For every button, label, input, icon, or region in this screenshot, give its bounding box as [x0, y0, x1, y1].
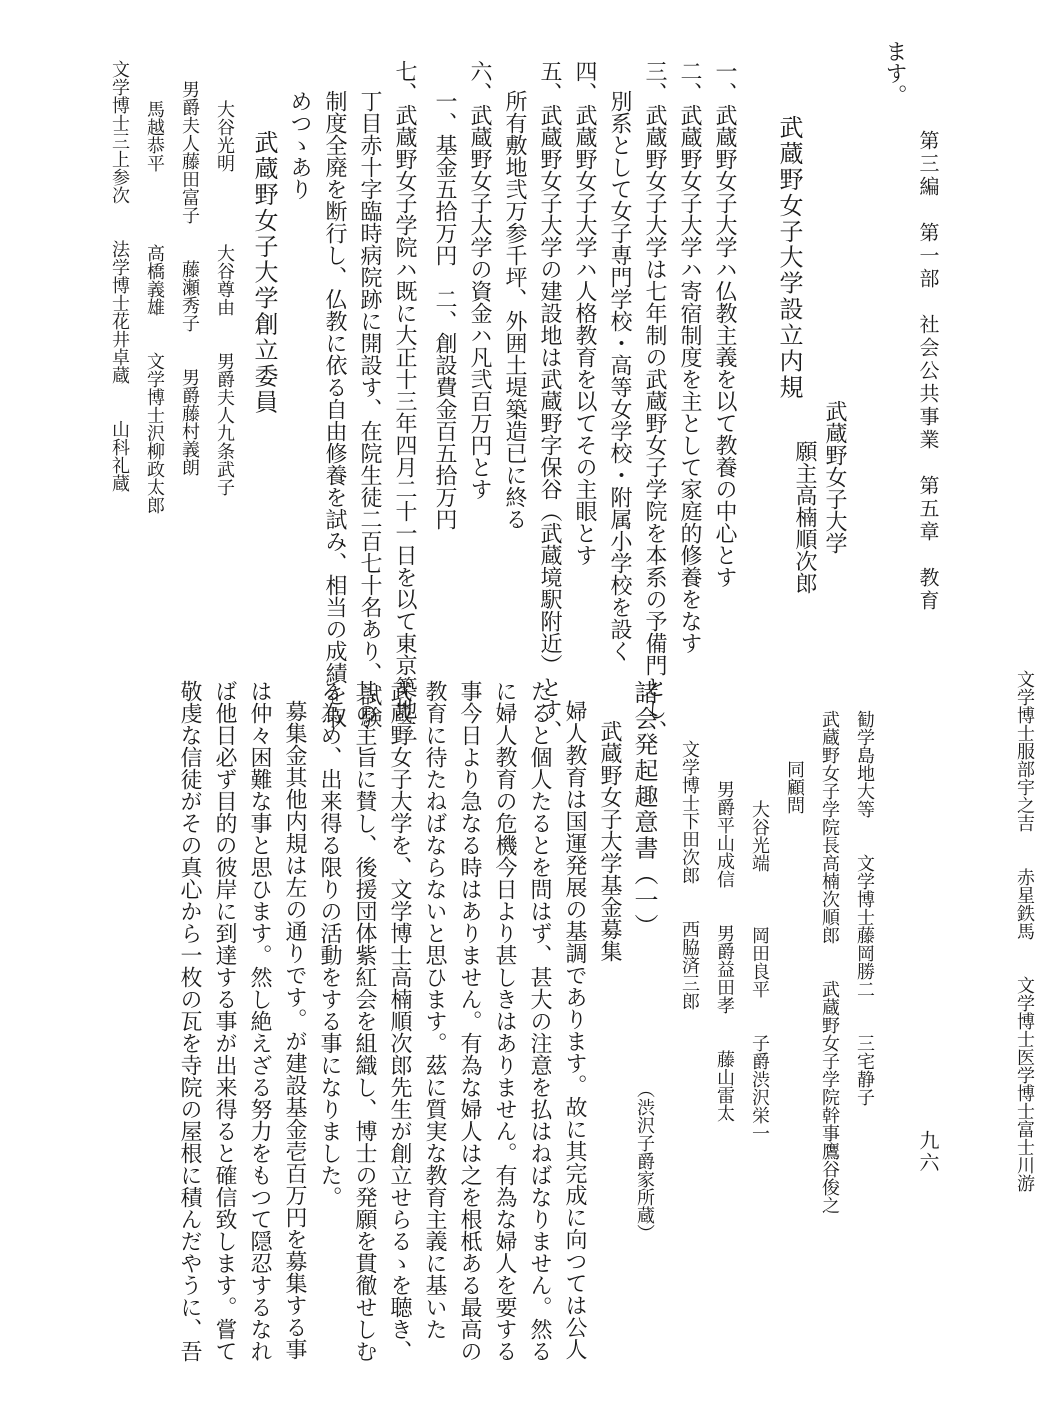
paragraph-line: 事今日より急なる時はありません。有為な婦人は之を根柢ある最高の	[457, 680, 482, 1362]
paragraph-line: 其の主旨に賛し、後援団体紫紅会を組織し、博士の発願を貫徹せしむ	[352, 680, 377, 1362]
patron-column: 勧学島地大等 文学博士藤岡勝二 三宅静子	[854, 710, 875, 1106]
rule-item: 六、武蔵野女子大学の資金ハ凡弐百万円とす	[467, 60, 492, 500]
rule-item: めつゝあり	[287, 90, 312, 200]
rule-item: 四、武蔵野女子大学ハ人格教育を以てその主眼とす	[572, 60, 597, 566]
committee-members: 文学博士三上参次 法学博士花井卓蔵 山科礼蔵	[109, 60, 130, 492]
rule-item: 二、武蔵野女子大学ハ寄宿制度を主として家庭的修養をなす	[677, 60, 702, 654]
paragraph-line: ば他日必ず目的の彼岸に到達する事が出来得ると確信致します。嘗て	[212, 680, 237, 1362]
paragraph-line: る為め、出来得る限りの活動をする事になりました。	[317, 680, 342, 1208]
patron-column: 文学博士服部宇之吉 赤星鉄馬 文学博士医学博士富士川游	[1014, 670, 1035, 1192]
rule-item: 一、基金五拾万円 二、創設費金百五拾万円	[432, 90, 457, 530]
continued-line: ます。	[882, 40, 907, 106]
paragraph-line: 敬虔な信徒がその真心から一枚の瓦を寺院の屋根に積んだやうに、吾	[177, 680, 202, 1362]
paragraph-line: に婦人教育の危機今日より甚しきはありません。有為な婦人を要する	[492, 680, 517, 1362]
committee-members: 馬越恭平 高橋義雄 文学博士沢柳政太郎	[144, 100, 165, 514]
rule-item: 五、武蔵野女子大学の建設地は武蔵野字保谷（武蔵境駅附近）とす、	[537, 60, 562, 742]
committee-title: 武蔵野女子大学創立委員	[250, 130, 278, 416]
rule-item: 一、武蔵野女子大学ハ仏教主義を以て教養の中心とす	[712, 60, 737, 588]
committee-members: 大谷光明 大谷尊由 男爵夫人九条武子	[214, 100, 235, 496]
paragraph-line: 婦人教育は国運発展の基調であります。故に其完成に向つては公人	[562, 700, 587, 1360]
paragraph-line: 教育に待たねばならないと思ひます。茲に質実な教育主義に基いた	[422, 680, 447, 1340]
bottom-section	[70, 680, 910, 1362]
paragraph-line: 募集金其他内規は左の通りです。が建設基金壱百万円を募集する事	[282, 700, 307, 1360]
rules-title: 武蔵野女子大学設立内規	[775, 115, 803, 401]
page-number: 九六	[916, 1130, 940, 1174]
patron-column: 大谷光端 岡田良平 子爵渋沢栄一	[749, 800, 770, 1142]
founder-org: 武蔵野女子大学	[822, 400, 847, 554]
rule-item: 所有敷地弐万参千坪、外囲土堤築造已に終る	[502, 90, 527, 530]
paragraph-line: は仲々困難な事と思ひます。然し絶えざる努力をもつて隠忍するなれ	[247, 680, 272, 1362]
running-header: 第三編 第一部 社会公共事業 第五章 教育	[916, 130, 940, 613]
committee-members: 男爵夫人藤田富子 藤瀬秀子 男爵藤村義朗	[179, 80, 200, 476]
patron-column: 同顧問	[784, 760, 805, 814]
patron-column: 男爵平山成信 男爵益田孝 藤山雷太	[714, 780, 735, 1122]
rule-item: 制度全廃を断行し、仏教に依る自由修養を試み、相当の成績を収	[322, 90, 347, 728]
patron-column: 文学博士下田次郎 西脇済三郎	[679, 740, 700, 1010]
patron-column: 武蔵野女子学院長高楠次順郎 武蔵野女子学院幹事鷹谷俊之	[819, 710, 840, 1214]
founder-name: 願主高楠順次郎	[792, 440, 817, 594]
paragraph-line: たると個人たるとを問はず、甚大の注意を払はねばなりません。然る	[527, 680, 552, 1362]
rule-item: 別系として女子専門学校・高等女学校・附属小学校を設く	[607, 90, 632, 662]
source-note: （渋沢子爵家所蔵）	[634, 1080, 655, 1242]
sub-heading: 武蔵野女子大学基金募集	[597, 720, 622, 962]
rule-item: 三、武蔵野女子大学は七年制の武蔵野女子学院を本系の予備門とし、	[642, 60, 667, 742]
section-heading: 諸会発起趣意書（一）	[630, 680, 658, 940]
rule-item: 丁目赤十字臨時病院跡に開設す、在院生徒二百七十名あり、試験	[357, 90, 382, 728]
rule-item: 七、武蔵野女子学院ハ既に大正十三年四月二十一日を以て東京築地三	[392, 60, 417, 742]
paragraph-line: 武蔵野女子大学を、文学博士高楠順次郎先生が創立せらるゝを聴き、	[387, 680, 412, 1362]
